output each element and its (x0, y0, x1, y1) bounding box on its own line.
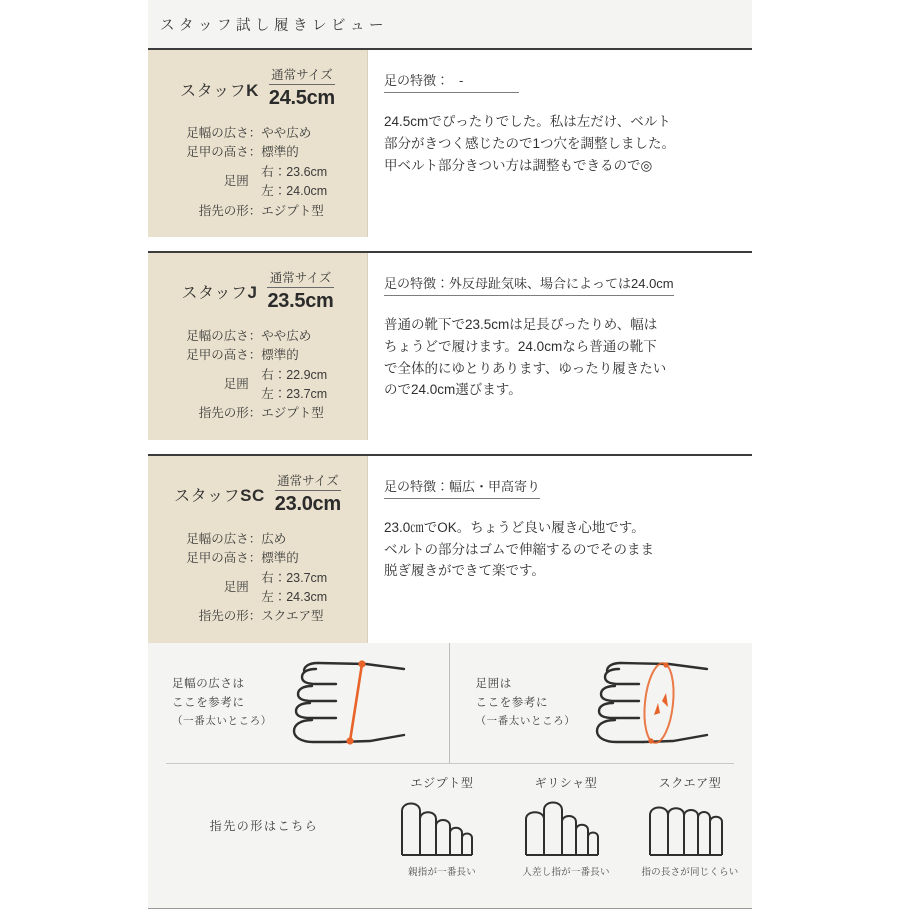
review-text (384, 517, 738, 583)
spec-value-girth-right: 右：23.6cm (261, 164, 328, 179)
review-text (384, 314, 738, 401)
normal-size-value: 23.5cm (267, 289, 334, 312)
normal-size-box (269, 68, 335, 110)
spec-label-foot-width: 足幅の広さ (186, 126, 249, 140)
spec-row-toe-shape (158, 202, 357, 221)
feature-heading-text: 足の特徴： (384, 73, 450, 88)
bottom-divider (148, 908, 752, 909)
staff-name-id: SC (240, 486, 265, 506)
staff-review-card (148, 251, 752, 440)
spec-label-foot-width: 足幅の広さ (186, 531, 249, 546)
toe-type-title: エジプト型 (410, 775, 474, 790)
foot-girth-diagram-icon (581, 653, 721, 753)
spec-row-foot-width (158, 124, 357, 143)
staff-name-id: K (246, 80, 259, 100)
toe-shape-intro: 指先の形はこちら (209, 819, 319, 834)
spec-value-girth-left: 左：24.3cm (261, 589, 328, 604)
staff-name-id: J (247, 283, 258, 303)
foot-width-guide (148, 643, 449, 763)
toe-type-note: 親指が一番長い (408, 866, 476, 878)
staff-spec-table (158, 327, 357, 424)
toe-type-note: 指の長さが同じくらい (641, 866, 739, 878)
spec-label-instep: 足甲の高さ (186, 551, 249, 566)
normal-size-box (275, 474, 341, 516)
spec-row-girth-right (158, 163, 357, 182)
card-spacer (148, 440, 752, 454)
greek-toe-icon (518, 795, 614, 857)
spec-colon: ： (248, 328, 262, 343)
spec-row-foot-width (158, 327, 357, 346)
staff-review-panel (368, 456, 752, 643)
staff-review-card (148, 454, 752, 643)
spec-label-girth: 足囲 (223, 377, 249, 392)
staff-name-prefix: スタッフ (174, 488, 241, 506)
spec-row-toe-shape (158, 404, 357, 423)
card-spacer (148, 237, 752, 251)
spec-label-girth: 足囲 (223, 580, 249, 595)
spec-row-instep (158, 143, 357, 162)
toe-type-greek (504, 774, 628, 878)
review-line: ので24.0cm選びます。 (384, 382, 522, 398)
normal-size-label: 通常サイズ (267, 271, 333, 288)
spec-colon: ： (248, 203, 262, 218)
spec-value-toe-shape: スクエア型 (261, 609, 324, 624)
staff-spec-table (158, 530, 357, 627)
spec-colon: ： (248, 531, 262, 546)
staff-heading (158, 271, 357, 313)
toe-shape-guide (148, 764, 752, 892)
staff-spec-panel (148, 50, 368, 237)
spec-row-girth-right (158, 569, 357, 588)
review-line: 24.5cmでぴったりでした。私は左だけ、ベルト (384, 114, 671, 129)
toe-type-title: ギリシャ型 (534, 775, 598, 790)
spec-value-foot-width: やや広め (261, 126, 312, 140)
staff-spec-panel (148, 456, 368, 643)
spec-label-instep: 足甲の高さ (186, 145, 249, 160)
foot-girth-guide (449, 643, 753, 763)
toe-type-square (628, 774, 752, 878)
measurement-guide-panel (148, 643, 752, 909)
caption-line: 足幅の広さは (172, 678, 245, 690)
feature-heading-value: - (459, 73, 464, 88)
toe-type-title: スクエア型 (658, 775, 722, 790)
spec-colon: ： (248, 551, 262, 566)
egyptian-toe-icon (394, 795, 490, 857)
feature-heading-wrap (384, 476, 738, 499)
spec-value-girth-left: 左：23.7cm (261, 387, 328, 401)
review-line: 甲ベルト部分きつい方は調整もできるので◎ (384, 157, 653, 173)
caption-line: （一番太いところ） (172, 714, 272, 727)
spec-row-girth-right (158, 366, 357, 385)
spec-value-toe-shape: エジプト型 (261, 406, 324, 421)
feature-heading-wrap (384, 70, 738, 93)
spec-colon: ： (248, 145, 262, 160)
foot-girth-caption (476, 675, 576, 730)
feature-heading (384, 273, 674, 296)
review-line: 普通の靴下で23.5cmは足長ぴったりめ、幅は (384, 316, 658, 332)
toe-type-egyptian (380, 774, 504, 878)
spec-colon: ： (248, 609, 262, 624)
content-column (148, 0, 752, 909)
staff-spec-table (158, 124, 357, 221)
staff-name (180, 78, 259, 101)
spec-row-toe-shape (158, 607, 357, 626)
page-title: スタッフ試し履きレビュー (160, 17, 388, 34)
spec-label-instep: 足甲の高さ (186, 348, 249, 363)
staff-heading (158, 68, 357, 110)
spec-label-foot-width: 足幅の広さ (186, 328, 249, 343)
spec-label-toe-shape: 指先の形 (198, 406, 249, 421)
review-line: ちょうどで履けます。24.0cmなら普通の靴下 (384, 338, 657, 354)
spec-label-girth: 足囲 (223, 174, 249, 189)
spec-value-toe-shape: エジプト型 (261, 203, 324, 218)
spec-colon: ： (248, 126, 262, 140)
measurement-guide-top (148, 643, 752, 763)
foot-width-diagram-icon (278, 653, 418, 753)
caption-line: 足囲は (475, 678, 512, 690)
spec-label-toe-shape: 指先の形 (198, 609, 249, 624)
staff-name-prefix: スタッフ (181, 285, 248, 303)
square-toe-icon (642, 795, 738, 857)
normal-size-value: 23.0cm (274, 492, 341, 515)
caption-line: ここを参考に (475, 696, 549, 709)
staff-review-card (148, 48, 752, 237)
caption-line: （一番太いところ） (475, 714, 576, 727)
spec-colon: ： (248, 406, 262, 421)
toe-type-note: 人差し指が一番長い (522, 866, 610, 878)
normal-size-box (267, 271, 333, 313)
spec-value-instep: 標準的 (261, 348, 299, 363)
spec-value-foot-width: やや広め (261, 328, 312, 343)
spec-colon: ： (248, 348, 262, 363)
review-line: ベルトの部分はゴムで伸縮するのでそのまま (384, 541, 654, 557)
staff-heading (158, 474, 357, 516)
spec-label-toe-shape: 指先の形 (198, 203, 249, 218)
review-text (384, 111, 738, 177)
foot-width-caption (172, 675, 272, 730)
staff-name (174, 483, 265, 506)
review-line: で全体的にゆとりあります、ゆったり履きたい (384, 360, 667, 376)
caption-line: ここを参考に (172, 696, 245, 709)
review-line: 部分がきつく感じたので1つ穴を調整しました。 (384, 135, 676, 151)
feature-heading-text: 足の特徴：幅広・甲高寄り (384, 478, 541, 494)
spec-row-instep (158, 346, 357, 365)
spec-value-girth-right: 右：23.7cm (261, 570, 328, 585)
normal-size-label: 通常サイズ (269, 68, 335, 85)
spec-value-instep: 標準的 (261, 551, 299, 566)
review-line: 23.0㎝でOK。ちょうど良い履き心地です。 (384, 519, 645, 535)
feature-heading (384, 476, 540, 499)
spec-value-girth-left: 左：24.0cm (261, 184, 328, 199)
staff-name (181, 280, 257, 303)
feature-heading-wrap (384, 273, 738, 296)
spec-row-instep (158, 549, 357, 568)
section-header (148, 0, 752, 48)
normal-size-value: 24.5cm (268, 87, 335, 109)
staff-review-panel (368, 253, 752, 440)
review-line: 脱ぎ履きができて楽です。 (384, 563, 545, 579)
spec-row-foot-width (158, 530, 357, 549)
spec-value-foot-width: 広め (261, 531, 287, 546)
staff-spec-panel (148, 253, 368, 440)
spec-value-instep: 標準的 (261, 145, 299, 160)
feature-heading (384, 70, 519, 93)
feature-heading-text: 足の特徴：外反母趾気味、場合によっては24.0cm (384, 275, 674, 291)
spec-value-girth-right: 右：22.9cm (261, 367, 328, 382)
staff-review-panel (368, 50, 752, 237)
normal-size-label: 通常サイズ (275, 474, 341, 491)
staff-name-prefix: スタッフ (180, 82, 247, 100)
